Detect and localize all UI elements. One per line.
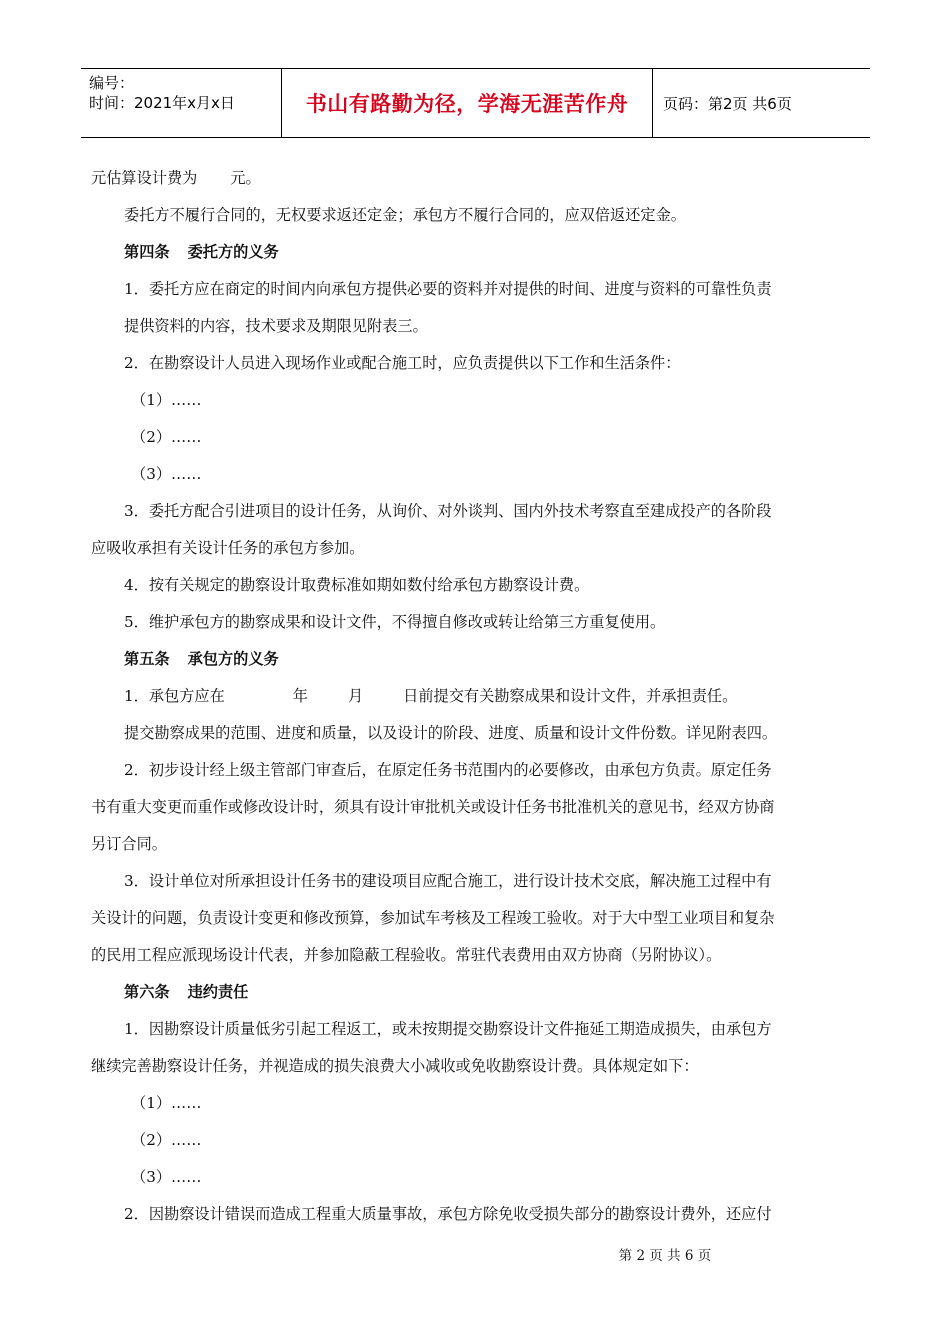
header-page-cell [653, 69, 870, 137]
header-page-label: 页码：第2页 共6页 [663, 94, 792, 113]
document-body [91, 160, 861, 1233]
header-meta [81, 69, 281, 137]
list-item: （2）…… [131, 1131, 202, 1149]
paragraph-line: 的民用工程应派现场设计代表，并参加隐蔽工程验收。常驻代表费用由双方协商（另附协议）。 [91, 946, 722, 964]
list-item: （3）…… [131, 465, 202, 483]
footer-page-info: 第 2 页 共 6 页 [618, 1248, 712, 1264]
paragraph-line: 委托方不履行合同的，无权要求返还定金；承包方不履行合同的，应双倍返还定金。 [124, 206, 686, 224]
section-heading-4: 第四条 委托方的义务 [124, 243, 279, 261]
paragraph-line: 应吸收承担有关设计任务的承包方参加。 [91, 539, 365, 557]
header-motto: 书山有路勤为径，学海无涯苦作舟 [305, 92, 629, 116]
paragraph-line: 2．因勘察设计错误而造成工程重大质量事故，承包方除免收受损失部分的勘察设计费外，还应付 [124, 1205, 772, 1223]
date-label: 时间：2021年x月x日 [89, 94, 235, 112]
paragraph-line: 4．按有关规定的勘察设计取费标准如期如数付给承包方勘察设计费。 [124, 576, 590, 594]
paragraph-line: 书有重大变更而重作或修改设计时，须具有设计审批机关或设计任务书批准机关的意见书，经双方协商 [91, 798, 775, 816]
paragraph-line: 1．承包方应在 年 月 日前提交有关勘察成果和设计文件，并承担责任。 [124, 687, 738, 705]
list-item: （1）…… [131, 391, 202, 409]
paragraph-line: 另订合同。 [91, 835, 167, 853]
paragraph-line: 元估算设计费为 元。 [91, 169, 261, 187]
paragraph-line: 提供资料的内容，技术要求及期限见附表三。 [124, 317, 428, 335]
paragraph-line: 3．设计单位对所承担设计任务书的建设项目应配合施工，进行设计技术交底，解决施工过程中有 [124, 872, 772, 890]
code-label: 编号： [89, 74, 135, 92]
paragraph-line: 1．因勘察设计质量低劣引起工程返工，或未按期提交勘察设计文件拖延工期造成损失，由承包方 [124, 1020, 772, 1038]
section-heading-6: 第六条 违约责任 [124, 983, 249, 1001]
page-footer [0, 1244, 950, 1264]
paragraph-line: 1．委托方应在商定的时间内向承包方提供必要的资料并对提供的时间、进度与资料的可靠性负责 [124, 280, 772, 298]
page-header [81, 68, 870, 138]
header-motto-cell [281, 69, 653, 137]
paragraph-line: 2．初步设计经上级主管部门审查后，在原定任务书范围内的必要修改，由承包方负责。原定任务 [124, 761, 772, 779]
paragraph-line: 继续完善勘察设计任务，并视造成的损失浪费大小减收或免收勘察设计费。具体规定如下： [91, 1057, 699, 1075]
paragraph-line: 3．委托方配合引进项目的设计任务，从询价、对外谈判、国内外技术考察直至建成投产的各阶段 [124, 502, 772, 520]
paragraph-line: 5．维护承包方的勘察成果和设计文件，不得擅自修改或转让给第三方重复使用。 [124, 613, 666, 631]
paragraph-line: 关设计的问题，负责设计变更和修改预算，参加试车考核及工程竣工验收。对于大中型工业项目和复杂 [91, 909, 775, 927]
list-item: （1）…… [131, 1094, 202, 1112]
section-heading-5: 第五条 承包方的义务 [124, 650, 279, 668]
paragraph-line: 提交勘察成果的范围、进度和质量，以及设计的阶段、进度、质量和设计文件份数。详见附表四。 [124, 724, 778, 742]
list-item: （3）…… [131, 1168, 202, 1186]
list-item: （2）…… [131, 428, 202, 446]
paragraph-line: 2．在勘察设计人员进入现场作业或配合施工时，应负责提供以下工作和生活条件： [124, 354, 681, 372]
